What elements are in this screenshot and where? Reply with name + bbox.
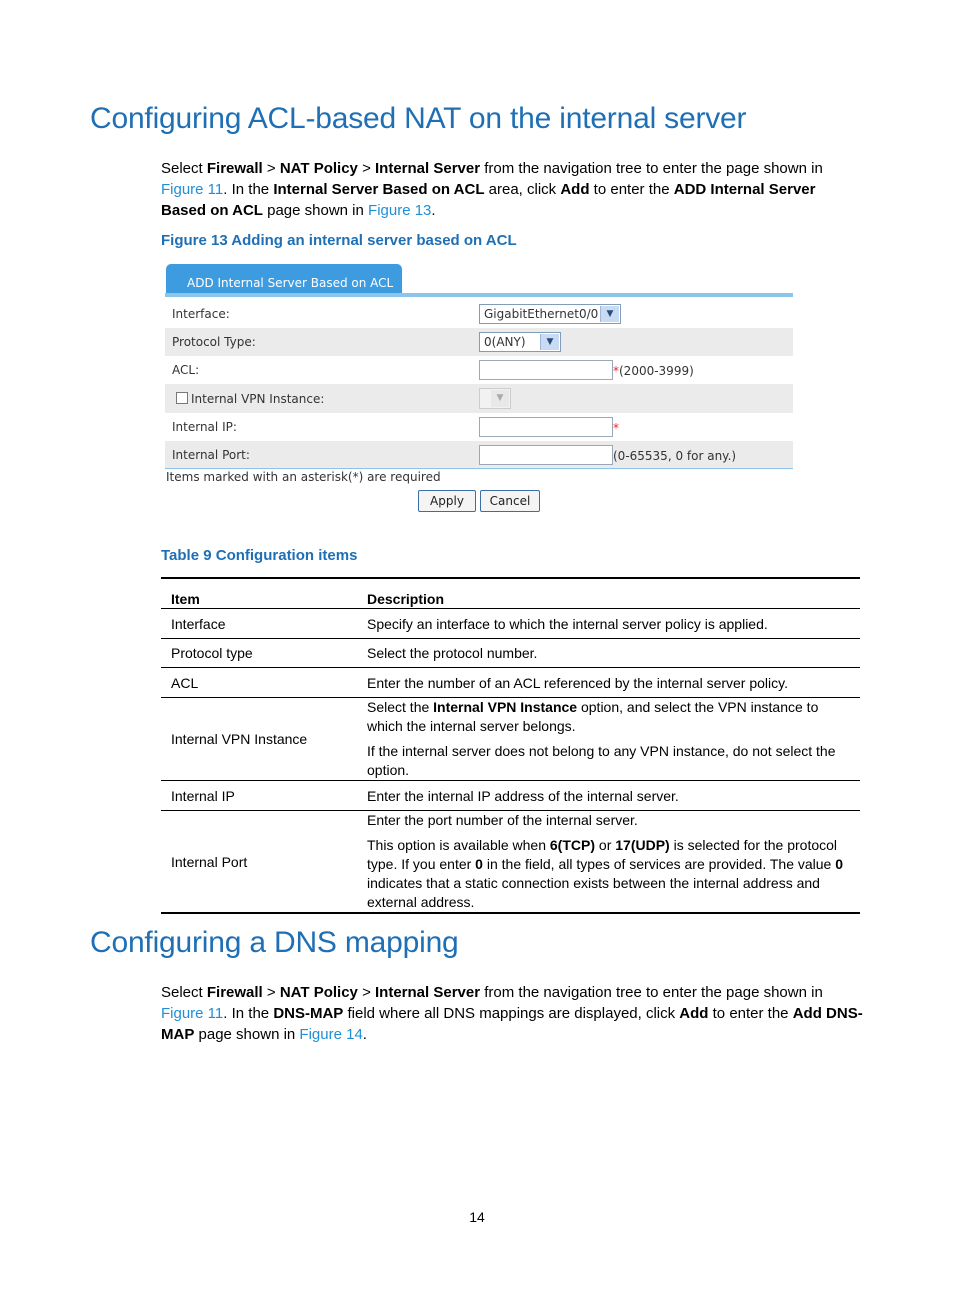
figure-14-link[interactable]: Figure 14	[299, 1026, 363, 1043]
table-caption: Table 9 Configuration items	[161, 547, 358, 564]
section-heading-dns-mapping: Configuring a DNS mapping	[90, 926, 459, 959]
interface-select[interactable]	[479, 304, 621, 324]
acl-input[interactable]	[479, 360, 613, 380]
vpn-desc-b: If the internal server does not belong to any VPN instance, do not select the option.	[367, 743, 836, 778]
form-header-divider	[165, 293, 793, 297]
form-tab-title[interactable]: ADD Internal Server Based on ACL	[166, 264, 402, 295]
add-internal-server-form	[165, 264, 793, 516]
protocol-select-value: 0(ANY)	[484, 335, 526, 349]
table-cell-description: Enter the internal IP address of the internal server.	[367, 787, 679, 804]
table-cell-item: Internal IP	[171, 787, 235, 804]
table-row	[161, 639, 860, 668]
vpn-instance-select	[479, 388, 511, 409]
form-row-internal-ip	[165, 413, 793, 441]
port-desc-b: This option is available when 6(TCP) or 17(UDP) is selected for the protocol type. If you enter 0 in the field, all types of services are provided. The value 0 indicates that a static connection exists between the internal address and external address.	[367, 837, 844, 910]
configuration-items-table	[161, 577, 860, 914]
table-cell-description: Specify an interface to which the internal server policy is applied.	[367, 615, 768, 632]
table-cell-description: Select the protocol number.	[367, 645, 538, 661]
table-cell-description	[367, 698, 860, 781]
form-row-internal-port	[165, 441, 793, 469]
vpn-label: Internal VPN Instance:	[176, 392, 324, 406]
form-row-interface	[165, 300, 793, 328]
chevron-down-icon: ▼	[600, 306, 619, 322]
form-row-protocol	[165, 328, 793, 356]
table-cell-item: Interface	[171, 615, 226, 632]
chevron-down-icon: ▼	[540, 334, 559, 350]
section1-paragraph: Select Firewall > NAT Policy > Internal Server from the navigation tree to enter the page shown in Figure 11. In the Internal Server Based on ACL area, click Add to enter the ADD Internal Server Based on ACL page shown in Figure 13.	[161, 160, 823, 219]
acl-label: ACL:	[172, 363, 200, 377]
protocol-label: Protocol Type:	[172, 335, 256, 349]
table-cell-item: Internal VPN Instance	[171, 730, 308, 747]
table-cell-item: Internal Port	[171, 853, 248, 870]
cancel-button[interactable]: Cancel	[480, 490, 540, 512]
table-cell-description	[367, 811, 860, 914]
port-desc-a: Enter the port number of the internal server.	[367, 812, 638, 828]
protocol-select[interactable]	[479, 332, 561, 352]
figure-11-link[interactable]: Figure 11	[161, 181, 224, 198]
internal-port-hint: (0-65535, 0 for any.)	[613, 449, 737, 463]
internal-port-label: Internal Port:	[172, 448, 250, 462]
internal-ip-input[interactable]	[479, 417, 613, 437]
vpn-desc-a: Select the Internal VPN Instance option, and select the VPN instance to which the internal server belongs.	[367, 699, 819, 734]
table-row	[161, 781, 860, 811]
table-cell-item: Protocol type	[171, 645, 253, 661]
section2-paragraph: Select Firewall > NAT Policy > Internal Server from the navigation tree to enter the page shown in Figure 11. In the DNS-MAP field where all DNS mappings are displayed, click Add to enter the Add DNS-MAP page shown in Figure 14.	[161, 984, 863, 1043]
table-row	[161, 668, 860, 698]
figure-caption: Figure 13 Adding an internal server based on ACL	[161, 232, 517, 249]
form-row-acl	[165, 356, 793, 384]
internal-port-input[interactable]	[479, 445, 613, 465]
page-number: 14	[469, 1209, 485, 1225]
table-header-item: Item	[171, 591, 200, 607]
apply-button[interactable]: Apply	[418, 490, 476, 512]
form-footer-divider	[165, 468, 793, 469]
required-note: Items marked with an asterisk(*) are required	[166, 470, 441, 484]
internal-ip-label: Internal IP:	[172, 420, 237, 434]
interface-select-value: GigabitEthernet0/0	[484, 307, 599, 321]
figure-11-link[interactable]: Figure 11	[161, 1005, 224, 1022]
chevron-down-icon: ▼	[491, 390, 509, 407]
table-row	[161, 698, 860, 781]
table-header-description: Description	[367, 591, 445, 607]
vpn-checkbox[interactable]	[176, 392, 188, 404]
table-cell-item: ACL	[171, 674, 199, 691]
table-header-row	[161, 578, 860, 609]
table-cell-description: Enter the number of an ACL referenced by the internal server policy.	[367, 674, 789, 691]
table-row	[161, 609, 860, 639]
acl-hint: *(2000-3999)	[613, 364, 694, 378]
form-row-vpn	[165, 384, 793, 413]
internal-ip-hint: *	[613, 421, 619, 435]
figure-13-link[interactable]: Figure 13	[368, 202, 432, 219]
section-heading-acl-nat: Configuring ACL-based NAT on the internal server	[90, 102, 747, 135]
interface-label: Interface:	[172, 307, 230, 321]
table-row	[161, 811, 860, 914]
